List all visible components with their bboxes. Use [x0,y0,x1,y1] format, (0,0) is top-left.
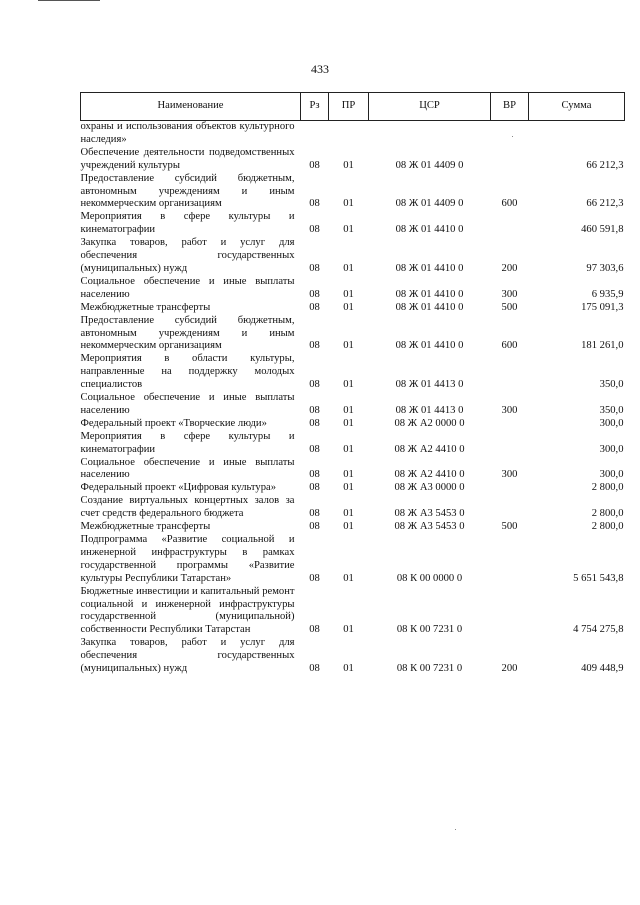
cell-name: Бюджетные инвестиции и капитальный ремонт социальной и инженерной инфраструктуры государственной (муниципальной) собственности Республики Татарстан [80,585,295,636]
table-row [81,353,625,392]
table-row [81,173,625,212]
cell-name: Предоставление субсидий бюджетным, автономным учреждениям и иным некоммерческим организациям [80,172,295,210]
cell-sum: 2 800,0 [591,508,624,520]
cell-rz: 08 [309,572,320,584]
cell-rz: 08 [309,443,320,455]
cell-pr: 01 [343,198,354,210]
cell-vr [491,431,529,457]
cell-sum: 5 651 543,8 [573,572,624,584]
cell-pr: 01 [343,482,354,494]
table-row [81,482,625,495]
header-vr: ВР [491,93,529,121]
cell-vr: 300 [501,404,518,416]
header-csr: ЦСР [369,93,491,121]
table-body [81,121,625,676]
cell-sum: 175 091,3 [581,301,624,313]
cell-vr [491,586,529,638]
cell-pr: 01 [343,624,354,636]
table-header [81,93,625,121]
cell-csr: 08 Ж А3 0000 0 [394,482,465,494]
cell-rz: 08 [309,469,320,481]
cell-csr: 08 Ж 01 4413 0 [395,404,464,416]
cell-pr: 01 [343,443,354,455]
cell-vr [491,147,529,173]
table-row [81,302,625,315]
cell-vr: 200 [501,262,518,274]
table-row [81,392,625,418]
cell-sum: 181 261,0 [581,340,624,352]
cell-rz: 08 [309,624,320,636]
cell-sum: 2 800,0 [591,521,624,533]
cell-sum: 300,0 [599,469,624,481]
cell-csr: 08 Ж 01 4410 0 [395,340,464,352]
cell-csr: 08 Ж 01 4410 0 [395,301,464,313]
cell-sum: 350,0 [599,404,624,416]
cell-sum: 409 448,9 [581,663,624,675]
cell-vr: 500 [501,301,518,313]
cell-vr [491,482,529,495]
cell-pr: 01 [343,159,354,171]
table-row [81,431,625,457]
cell-rz: 08 [309,262,320,274]
cell-name: Межбюджетные трансферты [80,301,211,313]
cell-name: Обеспечение деятельности подведомственных учреждений культуры [80,146,295,171]
scan-speck [512,136,513,137]
cell-csr: 08 К 00 7231 0 [396,624,463,636]
cell-vr: 600 [501,340,518,352]
scan-speck [455,829,456,830]
cell-name: Мероприятия в сфере культуры и кинематографии [80,211,295,236]
cell-csr: 08 Ж 01 4409 0 [395,159,464,171]
cell-vr [491,418,529,431]
table-row [81,457,625,483]
cell-name: Межбюджетные трансферты [80,521,211,533]
cell-name: Мероприятия в области культуры, направленные на поддержку молодых специалистов [80,353,295,391]
cell-vr [491,495,529,521]
table-row [81,521,625,534]
cell-csr: 08 Ж А2 4410 0 [394,469,465,481]
cell-pr: 01 [343,572,354,584]
table-row [81,315,625,354]
table-row [81,418,625,431]
cell-name: Создание виртуальных концертных залов за счет средств федерального бюджета [80,495,295,520]
cell-csr: 08 Ж А2 4410 0 [394,443,465,455]
table-row [81,147,625,173]
table-row [81,495,625,521]
cell-rz: 08 [309,288,320,300]
cell-pr: 01 [343,288,354,300]
cell-sum: 66 212,3 [586,159,624,171]
cell-sum: 2 800,0 [591,482,624,494]
cell-sum: 300,0 [599,417,624,429]
table-row [81,534,625,586]
cell-vr: 300 [501,469,518,481]
cell-rz: 08 [309,482,320,494]
cell-csr: 08 Ж 01 4410 0 [395,224,464,236]
cell-name: Предоставление субсидий бюджетным, автономным учреждениям и иным некоммерческим организациям [80,314,295,352]
cell-name: Социальное обеспечение и иные выплаты населению [80,392,295,416]
cell-pr: 01 [343,508,354,520]
cell-rz: 08 [309,301,320,313]
cell-csr: 08 Ж 01 4409 0 [395,198,464,210]
cell-pr: 01 [343,404,354,416]
table-row [81,237,625,276]
cell-vr: 600 [501,198,518,210]
cell-csr: 08 К 00 7231 0 [396,663,463,675]
cell-vr [491,534,529,586]
cell-rz: 08 [309,404,320,416]
cell-rz: 08 [309,159,320,171]
cell-sum: 350,0 [599,379,624,391]
cell-pr [329,121,369,147]
cell-pr: 01 [343,469,354,481]
cell-pr: 01 [343,379,354,391]
cell-rz: 08 [309,521,320,533]
cell-name: Социальное обеспечение и иные выплаты населению [80,456,295,481]
page-edge-mark [38,0,100,1]
cell-vr [491,353,529,392]
cell-sum: 4 754 275,8 [573,624,624,636]
cell-rz: 08 [309,379,320,391]
cell-name: Закупка товаров, работ и услуг для обеспечения государственных (муниципальных) нужд [80,637,295,675]
cell-pr: 01 [343,262,354,274]
cell-csr: 08 Ж А3 5453 0 [394,521,465,533]
cell-name: охраны и использования объектов культурного наследия» [80,121,295,145]
cell-csr: 08 Ж А3 5453 0 [394,508,465,520]
cell-rz: 08 [309,224,320,236]
table-row [81,276,625,302]
table-row [81,637,625,676]
cell-csr: 08 Ж 01 4410 0 [395,288,464,300]
cell-name: Социальное обеспечение и иные выплаты населению [80,275,295,300]
cell-rz: 08 [309,508,320,520]
cell-rz: 08 [309,340,320,352]
cell-vr [491,121,529,147]
cell-name: Федеральный проект «Цифровая культура» [80,482,277,494]
cell-pr: 01 [343,663,354,675]
header-name: Наименование [81,93,301,121]
cell-csr: 08 Ж 01 4413 0 [395,379,464,391]
cell-rz: 08 [309,198,320,210]
header-sum: Сумма [529,93,625,121]
cell-csr [369,121,491,147]
cell-sum: 300,0 [599,443,624,455]
header-pr: ПР [329,93,369,121]
cell-csr: 08 Ж 01 4410 0 [395,262,464,274]
page-number: 433 [311,62,329,76]
table-row [81,211,625,237]
cell-vr: 300 [501,288,518,300]
cell-name: Подпрограмма «Развитие социальной и инженерной инфраструктуры в рамках государственной программы «Развитие культуры Республики Татарстан» [80,534,295,584]
cell-rz: 08 [309,417,320,429]
cell-pr: 01 [343,417,354,429]
header-rz: Рз [301,93,329,121]
cell-pr: 01 [343,301,354,313]
cell-sum: 66 212,3 [586,198,624,210]
cell-pr: 01 [343,224,354,236]
cell-name: Федеральный проект «Творческие люди» [80,417,267,429]
cell-name: Закупка товаров, работ и услуг для обеспечения государственных (муниципальных) нужд [80,237,295,274]
cell-vr: 500 [501,521,518,533]
cell-csr: 08 К 00 0000 0 [396,572,463,584]
cell-pr: 01 [343,521,354,533]
cell-sum: 460 591,8 [581,224,624,236]
budget-table [80,92,625,676]
cell-rz [301,121,329,147]
cell-pr: 01 [343,340,354,352]
cell-vr: 200 [501,663,518,675]
cell-sum [529,121,625,147]
cell-vr [491,211,529,237]
cell-name: Мероприятия в сфере культуры и кинематографии [80,430,295,455]
table-row [81,586,625,638]
table-row [81,121,625,147]
cell-rz: 08 [309,663,320,675]
cell-sum: 6 935,9 [591,288,624,300]
cell-csr: 08 Ж А2 0000 0 [394,417,465,429]
cell-sum: 97 303,6 [586,262,624,274]
